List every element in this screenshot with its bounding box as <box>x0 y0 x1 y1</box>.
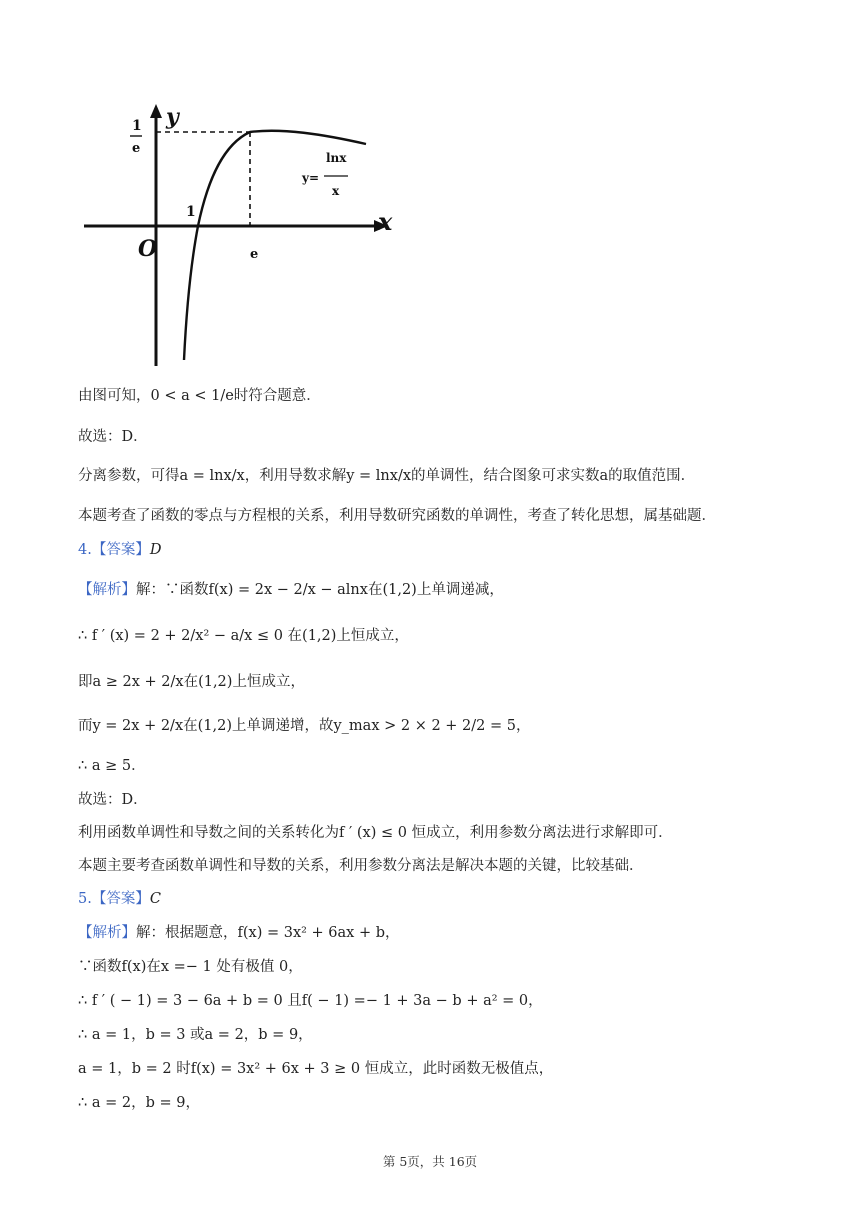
text-line-comment: 本题考查了函数的零点与方程根的关系，利用导数研究函数的单调性，考查了转化思想，属基础题． <box>78 508 716 524</box>
answer-value: D <box>149 542 162 558</box>
text-line-choice: 故选：D． <box>78 429 148 445</box>
text-line-increasing: 而y = 2x + 2/x在(1,2)上单调递增，故y_max > 2 × 2 + 2/2 = 5， <box>78 718 531 734</box>
y-axis-label: y <box>166 104 179 130</box>
x-axis-label: x <box>378 207 393 236</box>
analysis-row-4 <box>78 580 504 600</box>
text-line-derivative: ∴ f ′ (x) = 2 + 2/x² − a/x ≤ 0 在(1,2)上恒成立， <box>78 628 409 644</box>
analysis-row-5 <box>78 923 400 943</box>
curve-label-numerator: lnx <box>326 151 347 165</box>
text-line-check: a = 1，b = 2 时f(x) = 3x² + 6x + 3 ≥ 0 恒成立，此时函数无极值点， <box>78 1061 554 1077</box>
x-intercept-label: 1 <box>186 204 196 220</box>
answer-row-5 <box>78 889 161 909</box>
analysis-text: 解：∵函数f(x) = 2x − 2/x − alnx在(1,2)上单调递减， <box>136 582 504 598</box>
origin-label: O <box>138 236 158 262</box>
y-axis-arrow <box>150 104 162 118</box>
text-line-solutions: ∴ a = 1，b = 3 或a = 2，b = 9， <box>78 1027 313 1043</box>
text-line-method: 分离参数，可得a = lnx/x，利用导数求解y = lnx/x的单调性，结合图象可求实数a的取值范围． <box>78 468 696 484</box>
x-tick-e-label: e <box>250 247 259 262</box>
question-number: 4. <box>78 542 92 558</box>
curve-label-lhs: y= <box>302 171 320 185</box>
analysis-tag: 【解析】 <box>78 925 136 941</box>
answer-tag: 【答案】 <box>91 542 150 558</box>
analysis-text: 解：根据题意，f(x) = 3x² + 6ax + b， <box>136 925 400 941</box>
question-number: 5. <box>78 891 92 907</box>
text-line-conclusion: 由图可知，0 < a < 1/e时符合题意． <box>78 388 321 404</box>
text-line-system: ∴ f ′ ( − 1) = 3 − 6a + b = 0 且f( − 1) =− 1 + 3a − b + a² = 0， <box>78 993 543 1009</box>
answer-row-4 <box>78 540 161 560</box>
text-line-result: ∴ a ≥ 5． <box>78 758 146 774</box>
text-line-comment-4: 本题主要考查函数单调性和导数的关系，利用参数分离法是解决本题的关键，比较基础． <box>78 858 644 874</box>
text-line-extremum: ∵函数f(x)在x =− 1 处有极值 0， <box>78 959 303 975</box>
page-footer: 第 5页，共 16页 <box>382 1154 478 1169</box>
text-line-method-4: 利用函数单调性和导数之间的关系转化为f ′ (x) ≤ 0 恒成立，利用参数分离法进行求解即可． <box>78 825 673 841</box>
y-tick-denominator: e <box>132 141 141 156</box>
curve-label-denominator: x <box>332 184 340 198</box>
analysis-tag: 【解析】 <box>78 582 136 598</box>
text-line-final: ∴ a = 2，b = 9， <box>78 1095 200 1111</box>
answer-tag: 【答案】 <box>91 891 150 907</box>
answer-value: C <box>149 891 161 907</box>
text-line-choice-4: 故选：D． <box>78 792 148 808</box>
function-graph <box>82 98 402 370</box>
text-line-inequality: 即a ≥ 2x + 2/x在(1,2)上恒成立， <box>78 674 305 690</box>
y-tick-numerator: 1 <box>132 118 142 134</box>
curve-lnx-over-x <box>184 131 366 360</box>
